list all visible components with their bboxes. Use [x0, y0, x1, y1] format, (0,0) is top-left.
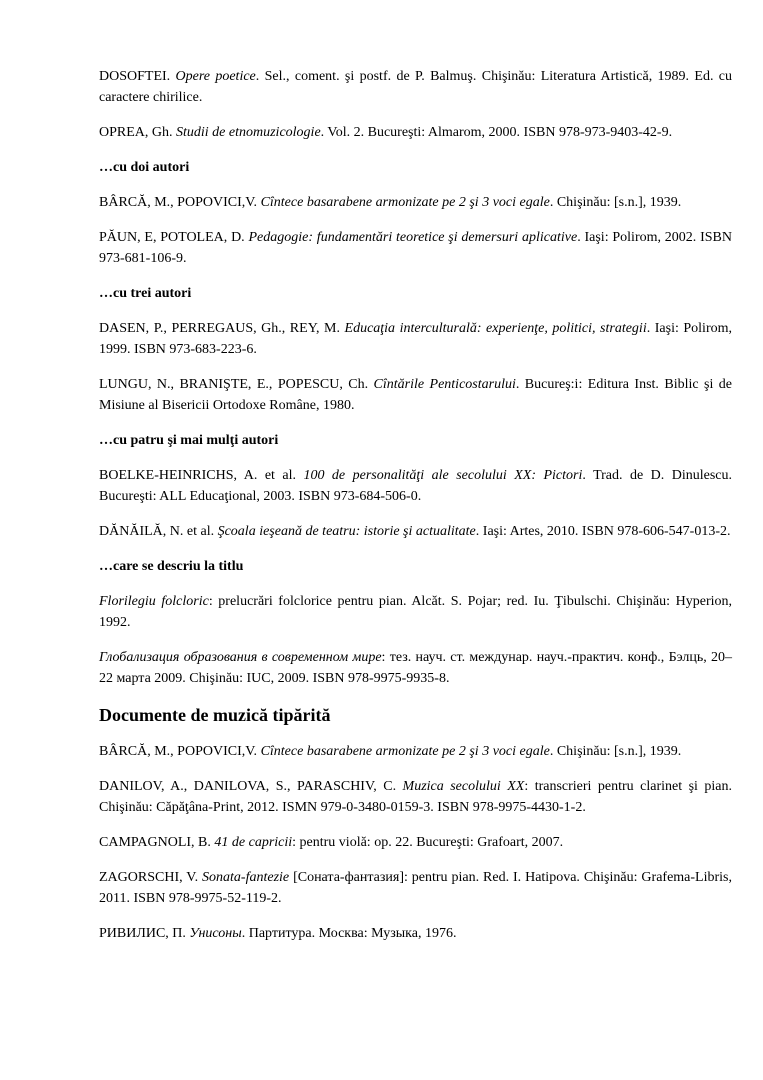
title-italic-run: Studii de etnomuzicologie	[176, 125, 321, 140]
title-italic-run: Cîntările Penticostarului	[373, 377, 516, 392]
title-italic-run: Educaţia interculturală: experienţe, politici, strategii	[344, 321, 647, 336]
text-run: DASEN, P., PERREGAUS, Gh., REY, M.	[99, 321, 345, 336]
title-italic-run: 100 de personalităţi ale secolului XX: Pictori	[303, 468, 583, 483]
text-run: PĂUN, E, POTOLEA, D.	[99, 230, 249, 245]
text-run: . Sel., coment. şi postf. de P. Balmuş. Chişinău: Literatura Artistică, 1989. Ed. cu caractere chirilice.	[99, 69, 733, 105]
text-run: . Chişinău: [s.n.], 1939.	[549, 744, 682, 759]
title-italic-run: Унисоны	[189, 926, 242, 941]
reference-entry	[99, 923, 732, 944]
reference-entry	[99, 318, 732, 360]
section-heading	[99, 703, 732, 727]
title-italic-run: Şcoala ieşeană de teatru: istorie şi actualitate	[217, 524, 476, 539]
text-run: BÂRCĂ, M., POPOVICI,V.	[99, 195, 261, 210]
reference-entry	[99, 867, 732, 909]
reference-entry	[99, 832, 732, 853]
title-italic-run: Muzica secolului XX	[402, 779, 525, 794]
reference-entry	[99, 741, 732, 762]
title-italic-run: Pedagogie: fundamentări teoretice şi demersuri aplicative	[248, 230, 578, 245]
text-run: OPREA, Gh.	[99, 125, 177, 140]
reference-entry	[99, 465, 732, 507]
title-italic-run: 41 de capricii	[214, 835, 293, 850]
text-run: : transcrieri pentru clarinet şi pian. Chişinău: Căpăţâna-Print, 2012. ISMN 979-0-3480-0159-3. ISBN 978-9975-4430-1-2.	[99, 779, 732, 815]
text-run: . Bucureş:i: Editura Inst. Biblic şi de Misiune al Bisericii Ortodoxe Române, 1980.	[99, 377, 732, 413]
text-run: . Партитура. Москва: Музыка, 1976.	[241, 926, 457, 941]
subsection-heading	[99, 283, 732, 304]
text-run: ZAGORSCHI, V.	[99, 870, 203, 885]
title-italic-run: Florilegiu folcloric	[99, 594, 209, 609]
text-run: LUNGU, N., BRANIŞTE, E., POPESCU, Ch.	[99, 377, 374, 392]
text-run: DOSOFTEI.	[99, 69, 176, 84]
reference-entry	[99, 776, 732, 818]
text-run: . Iaşi: Polirom, 1999. ISBN 973-683-223-6.	[99, 321, 732, 357]
reference-entry	[99, 374, 732, 416]
subsection-heading	[99, 556, 732, 577]
document-content	[99, 66, 732, 958]
text-run: . Trad. de D. Dinulescu. Bucureşti: ALL Educaţional, 2003. ISBN 973-684-506-0.	[99, 468, 733, 504]
reference-entry	[99, 521, 732, 542]
text-run: . Chişinău: [s.n.], 1939.	[549, 195, 682, 210]
reference-entry	[99, 122, 732, 143]
text-run: …care se descriu la titlu	[99, 559, 244, 574]
reference-entry	[99, 192, 732, 213]
title-italic-run: Opere poetice	[175, 69, 256, 84]
subsection-heading	[99, 430, 732, 451]
text-run: BOELKE-HEINRICHS, A. et al.	[99, 468, 304, 483]
text-run: BÂRCĂ, M., POPOVICI,V.	[99, 744, 261, 759]
text-run: …cu trei autori	[99, 286, 192, 301]
reference-entry	[99, 227, 732, 269]
text-run: [Соната-фантазия]: pentru pian. Red. I. Hatipova. Chişinău: Grafema-Libris, 2011. ISBN 978-9975-52-119-2.	[99, 870, 732, 906]
text-run: DĂNĂILĂ, N. et al.	[99, 524, 218, 539]
text-run: : prelucrări folclorice pentru pian. Alcăt. S. Pojar; red. Iu. Ţibulschi. Chişinău: Hyperion, 1992.	[99, 594, 732, 630]
reference-entry	[99, 647, 732, 689]
text-run: …cu patru şi mai mulţi autori	[99, 433, 279, 448]
title-italic-run: Глобализация образования в современном мире	[99, 650, 382, 665]
text-run: …cu doi autori	[99, 160, 190, 175]
text-run: Documente de muzică tipărită	[99, 705, 331, 725]
text-run: . Iaşi: Polirom, 2002. ISBN 973-681-106-9.	[99, 230, 732, 266]
title-italic-run: Cîntece basarabene armonizate pe 2 şi 3 voci egale	[260, 744, 550, 759]
title-italic-run: Cîntece basarabene armonizate pe 2 şi 3 voci egale	[260, 195, 550, 210]
text-run: РИВИЛИС, П.	[99, 926, 190, 941]
reference-entry	[99, 591, 732, 633]
title-italic-run: Sonata-fantezie	[202, 870, 290, 885]
text-run: . Iaşi: Artes, 2010. ISBN 978-606-547-013-2.	[475, 524, 731, 539]
text-run: : тез. науч. ст. междунар. науч.-практич. конф., Бэлць, 20–22 марта 2009. Chişinău: IUC, 2009. ISBN 978-9975-9935-8.	[99, 650, 732, 686]
text-run: . Vol. 2. Bucureşti: Almarom, 2000. ISBN 978-973-9403-42-9.	[320, 125, 673, 140]
subsection-heading	[99, 157, 732, 178]
text-run: CAMPAGNOLI, B.	[99, 835, 215, 850]
reference-entry	[99, 66, 732, 108]
text-run: : pentru violă: op. 22. Bucureşti: Grafoart, 2007.	[292, 835, 564, 850]
text-run: DANILOV, A., DANILOVA, S., PARASCHIV, C.	[99, 779, 403, 794]
